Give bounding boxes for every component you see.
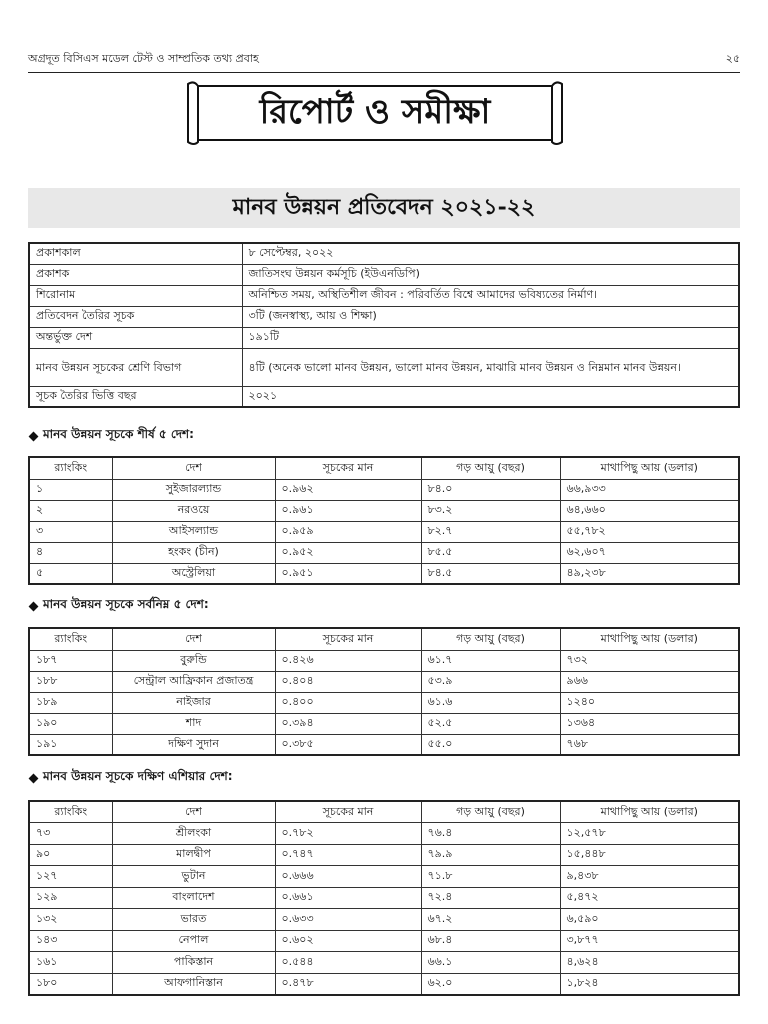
report-title-bar	[28, 188, 740, 228]
cell-life: ৮২.৭	[421, 521, 560, 542]
cell-country: ভারত	[112, 909, 275, 931]
cell-life: ৮৫.৫	[421, 542, 560, 563]
cell-country: নেপাল	[112, 930, 275, 952]
cell-rank: ১২৯	[29, 887, 112, 909]
cell-life: ৫৩.৯	[421, 671, 560, 692]
cell-income: ৬৬,৯৩৩	[560, 479, 739, 500]
info-value: ৮ সেপ্টেম্বর, ২০২২	[242, 243, 739, 264]
cell-income: ১৫,৪৪৮	[560, 844, 739, 866]
cell-life: ৫৫.০	[421, 734, 560, 755]
table-header-row	[29, 628, 739, 650]
info-key: প্রকাশক	[29, 264, 242, 285]
cell-country: সেন্ট্রাল আফ্রিকান প্রজাতন্ত্র	[112, 671, 275, 692]
cell-index: ০.৬৩৩	[275, 909, 421, 931]
info-value: ২০২১	[242, 386, 739, 407]
table-row	[29, 952, 739, 974]
cell-country: শ্রীলংকা	[112, 823, 275, 845]
table-row	[29, 909, 739, 931]
cell-index: ০.৯৬২	[275, 479, 421, 500]
south-asia-table	[28, 800, 740, 996]
cell-income: ৩,৮৭৭	[560, 930, 739, 952]
col-rank: র‍্যাংকিং	[29, 801, 112, 823]
col-life: গড় আয়ু (বছর)	[421, 457, 560, 479]
running-head	[28, 50, 740, 68]
cell-income: ১,৮২৪	[560, 973, 739, 995]
cell-country: নাইজার	[112, 692, 275, 713]
info-row	[29, 327, 739, 348]
cell-rank: ৫	[29, 563, 112, 584]
table-row	[29, 734, 739, 755]
cell-income: ৫,৪৭২	[560, 887, 739, 909]
cell-life: ৭১.৮	[421, 866, 560, 888]
cell-income: ৭৬৮	[560, 734, 739, 755]
col-income: মাথাপিছু আয় (ডলার)	[560, 628, 739, 650]
info-value: অনিশ্চিত সময়, অস্থিতিশীল জীবন : পরিবর্তিত বিশ্বে আমাদের ভবিষ্যতের নির্মাণ।	[242, 285, 739, 306]
info-key: মানব উন্নয়ন সূচকের শ্রেণি বিভাগ	[29, 348, 242, 386]
cell-country: নরওয়ে	[112, 500, 275, 521]
col-rank: র‍্যাংকিং	[29, 628, 112, 650]
cell-country: হংকং (চীন)	[112, 542, 275, 563]
info-row	[29, 264, 739, 285]
cell-index: ০.৯৬১	[275, 500, 421, 521]
cell-income: ১২৪০	[560, 692, 739, 713]
info-key: প্রকাশকাল	[29, 243, 242, 264]
cell-income: ৬,৫৯০	[560, 909, 739, 931]
cell-rank: ১৯১	[29, 734, 112, 755]
info-value: ৩টি (জনস্বাস্থ্য, আয় ও শিক্ষা)	[242, 306, 739, 327]
col-index: সূচকের মান	[275, 457, 421, 479]
report-title: মানব উন্নয়ন প্রতিবেদন ২০২১-২২	[232, 193, 536, 220]
cell-rank: ১	[29, 479, 112, 500]
table-row	[29, 563, 739, 584]
cell-life: ৮৩.২	[421, 500, 560, 521]
col-country: দেশ	[112, 628, 275, 650]
cell-index: ০.৪৭৮	[275, 973, 421, 995]
col-index: সূচকের মান	[275, 801, 421, 823]
cell-rank: ১৮৭	[29, 650, 112, 671]
cell-rank: ২	[29, 500, 112, 521]
cell-rank: ১৩২	[29, 909, 112, 931]
table-row	[29, 823, 739, 845]
cell-rank: ১৮৯	[29, 692, 112, 713]
col-country: দেশ	[112, 801, 275, 823]
col-country: দেশ	[112, 457, 275, 479]
cell-index: ০.৬৬১	[275, 887, 421, 909]
info-row	[29, 348, 739, 386]
section-heading-bottom5	[30, 598, 209, 614]
col-life: গড় আয়ু (বছর)	[421, 801, 560, 823]
section-heading-text: মানব উন্নয়ন সূচকে শীর্ষ ৫ দেশ:	[43, 427, 194, 441]
cell-income: ৪৯,২৩৮	[560, 563, 739, 584]
cell-index: ০.৪০০	[275, 692, 421, 713]
table-row	[29, 671, 739, 692]
cell-income: ৪,৬২৪	[560, 952, 739, 974]
info-value: জাতিসংঘ উন্নয়ন কর্মসূচি (ইউএনডিপি)	[242, 264, 739, 285]
cell-country: পাকিস্তান	[112, 952, 275, 974]
col-index: সূচকের মান	[275, 628, 421, 650]
cell-income: ৯,৪৩৮	[560, 866, 739, 888]
cell-rank: ১২৭	[29, 866, 112, 888]
info-row	[29, 386, 739, 407]
table-row	[29, 844, 739, 866]
section-banner	[184, 80, 566, 146]
cell-index: ০.৭৮২	[275, 823, 421, 845]
table-row	[29, 500, 739, 521]
cell-index: ০.৩৯৪	[275, 713, 421, 734]
cell-rank: ৯০	[29, 844, 112, 866]
cell-index: ০.৩৮৫	[275, 734, 421, 755]
table-row	[29, 650, 739, 671]
col-life: গড় আয়ু (বছর)	[421, 628, 560, 650]
cell-index: ০.৪০৪	[275, 671, 421, 692]
cell-income: ৬৪,৬৬০	[560, 500, 739, 521]
cell-country: মালদ্বীপ	[112, 844, 275, 866]
cell-country: শাদ	[112, 713, 275, 734]
section-heading-south-asia	[30, 770, 233, 786]
cell-income: ১২,৫৭৮	[560, 823, 739, 845]
col-income: মাথাপিছু আয় (ডলার)	[560, 457, 739, 479]
cell-country: অস্ট্রেলিয়া	[112, 563, 275, 584]
table-row	[29, 887, 739, 909]
cell-index: ০.৭৪৭	[275, 844, 421, 866]
section-heading-top5	[30, 428, 194, 444]
cell-country: দক্ষিণ সুদান	[112, 734, 275, 755]
bottom5-table	[28, 627, 740, 756]
cell-income: ৬২,৬০৭	[560, 542, 739, 563]
cell-index: ০.৫৪৪	[275, 952, 421, 974]
col-income: মাথাপিছু আয় (ডলার)	[560, 801, 739, 823]
table-header-row	[29, 457, 739, 479]
report-info-table	[28, 242, 740, 408]
cell-income: ১৩৬৪	[560, 713, 739, 734]
section-heading-text: মানব উন্নয়ন সূচকে সর্বনিম্ন ৫ দেশ:	[43, 597, 209, 611]
cell-rank: ৭৩	[29, 823, 112, 845]
info-value: ১৯১টি	[242, 327, 739, 348]
banner-title: রিপোর্ট ও সমীক্ষা	[259, 92, 491, 132]
table-row	[29, 713, 739, 734]
cell-life: ৬৬.১	[421, 952, 560, 974]
diamond-bullet-icon	[29, 431, 39, 441]
info-row	[29, 306, 739, 327]
cell-rank: ৩	[29, 521, 112, 542]
info-key: সূচক তৈরির ভিত্তি বছর	[29, 386, 242, 407]
top5-table	[28, 456, 740, 585]
info-key: শিরোনাম	[29, 285, 242, 306]
table-row	[29, 930, 739, 952]
cell-index: ০.৯৫৯	[275, 521, 421, 542]
table-row	[29, 479, 739, 500]
cell-rank: ১৮৮	[29, 671, 112, 692]
cell-life: ৬৮.৪	[421, 930, 560, 952]
info-key: প্রতিবেদন তৈরির সূচক	[29, 306, 242, 327]
cell-rank: ১৮০	[29, 973, 112, 995]
cell-rank: ১৯০	[29, 713, 112, 734]
cell-index: ০.৯৫২	[275, 542, 421, 563]
cell-index: ০.৯৫১	[275, 563, 421, 584]
cell-life: ৭৬.৪	[421, 823, 560, 845]
cell-rank: ১৪৩	[29, 930, 112, 952]
table-row	[29, 973, 739, 995]
cell-index: ০.৬০২	[275, 930, 421, 952]
page-number: ২৫	[725, 52, 740, 65]
running-title: অগ্রদূত বিসিএস মডেল টেস্ট ও সাম্প্রতিক তথ্য প্রবাহ	[28, 52, 259, 65]
diamond-bullet-icon	[29, 773, 39, 783]
cell-life: ৫২.৫	[421, 713, 560, 734]
cell-index: ০.৪২৬	[275, 650, 421, 671]
cell-life: ৭২.৪	[421, 887, 560, 909]
cell-country: ভুটান	[112, 866, 275, 888]
cell-country: আইসল্যান্ড	[112, 521, 275, 542]
cell-rank: ৪	[29, 542, 112, 563]
info-row	[29, 285, 739, 306]
section-heading-text: মানব উন্নয়ন সূচকে দক্ষিণ এশিয়ার দেশ:	[43, 769, 233, 783]
cell-index: ০.৬৬৬	[275, 866, 421, 888]
cell-income: ৯৬৬	[560, 671, 739, 692]
cell-life: ৬২.০	[421, 973, 560, 995]
table-header-row	[29, 801, 739, 823]
cell-life: ৮৪.৫	[421, 563, 560, 584]
cell-life: ৬১.৬	[421, 692, 560, 713]
cell-life: ৬১.৭	[421, 650, 560, 671]
cell-income: ৭৩২	[560, 650, 739, 671]
cell-country: বাংলাদেশ	[112, 887, 275, 909]
cell-income: ৫৫,৭৮২	[560, 521, 739, 542]
table-row	[29, 692, 739, 713]
cell-country: বুরুন্ডি	[112, 650, 275, 671]
table-row	[29, 866, 739, 888]
info-row	[29, 243, 739, 264]
table-row	[29, 521, 739, 542]
diamond-bullet-icon	[29, 601, 39, 611]
cell-life: ৭৯.৯	[421, 844, 560, 866]
info-value: ৪টি (অনেক ভালো মানব উন্নয়ন, ভালো মানব উন্নয়ন, মাঝারি মানব উন্নয়ন ও নিম্নমান মানব উন্নয়ন।	[242, 348, 739, 386]
cell-country: সুইজারল্যান্ড	[112, 479, 275, 500]
table-row	[29, 542, 739, 563]
cell-country: আফগানিস্তান	[112, 973, 275, 995]
info-key: অন্তর্ভুক্ত দেশ	[29, 327, 242, 348]
col-rank: র‍্যাংকিং	[29, 457, 112, 479]
header-rule	[28, 72, 740, 73]
cell-life: ৮৪.০	[421, 479, 560, 500]
cell-life: ৬৭.২	[421, 909, 560, 931]
cell-rank: ১৬১	[29, 952, 112, 974]
